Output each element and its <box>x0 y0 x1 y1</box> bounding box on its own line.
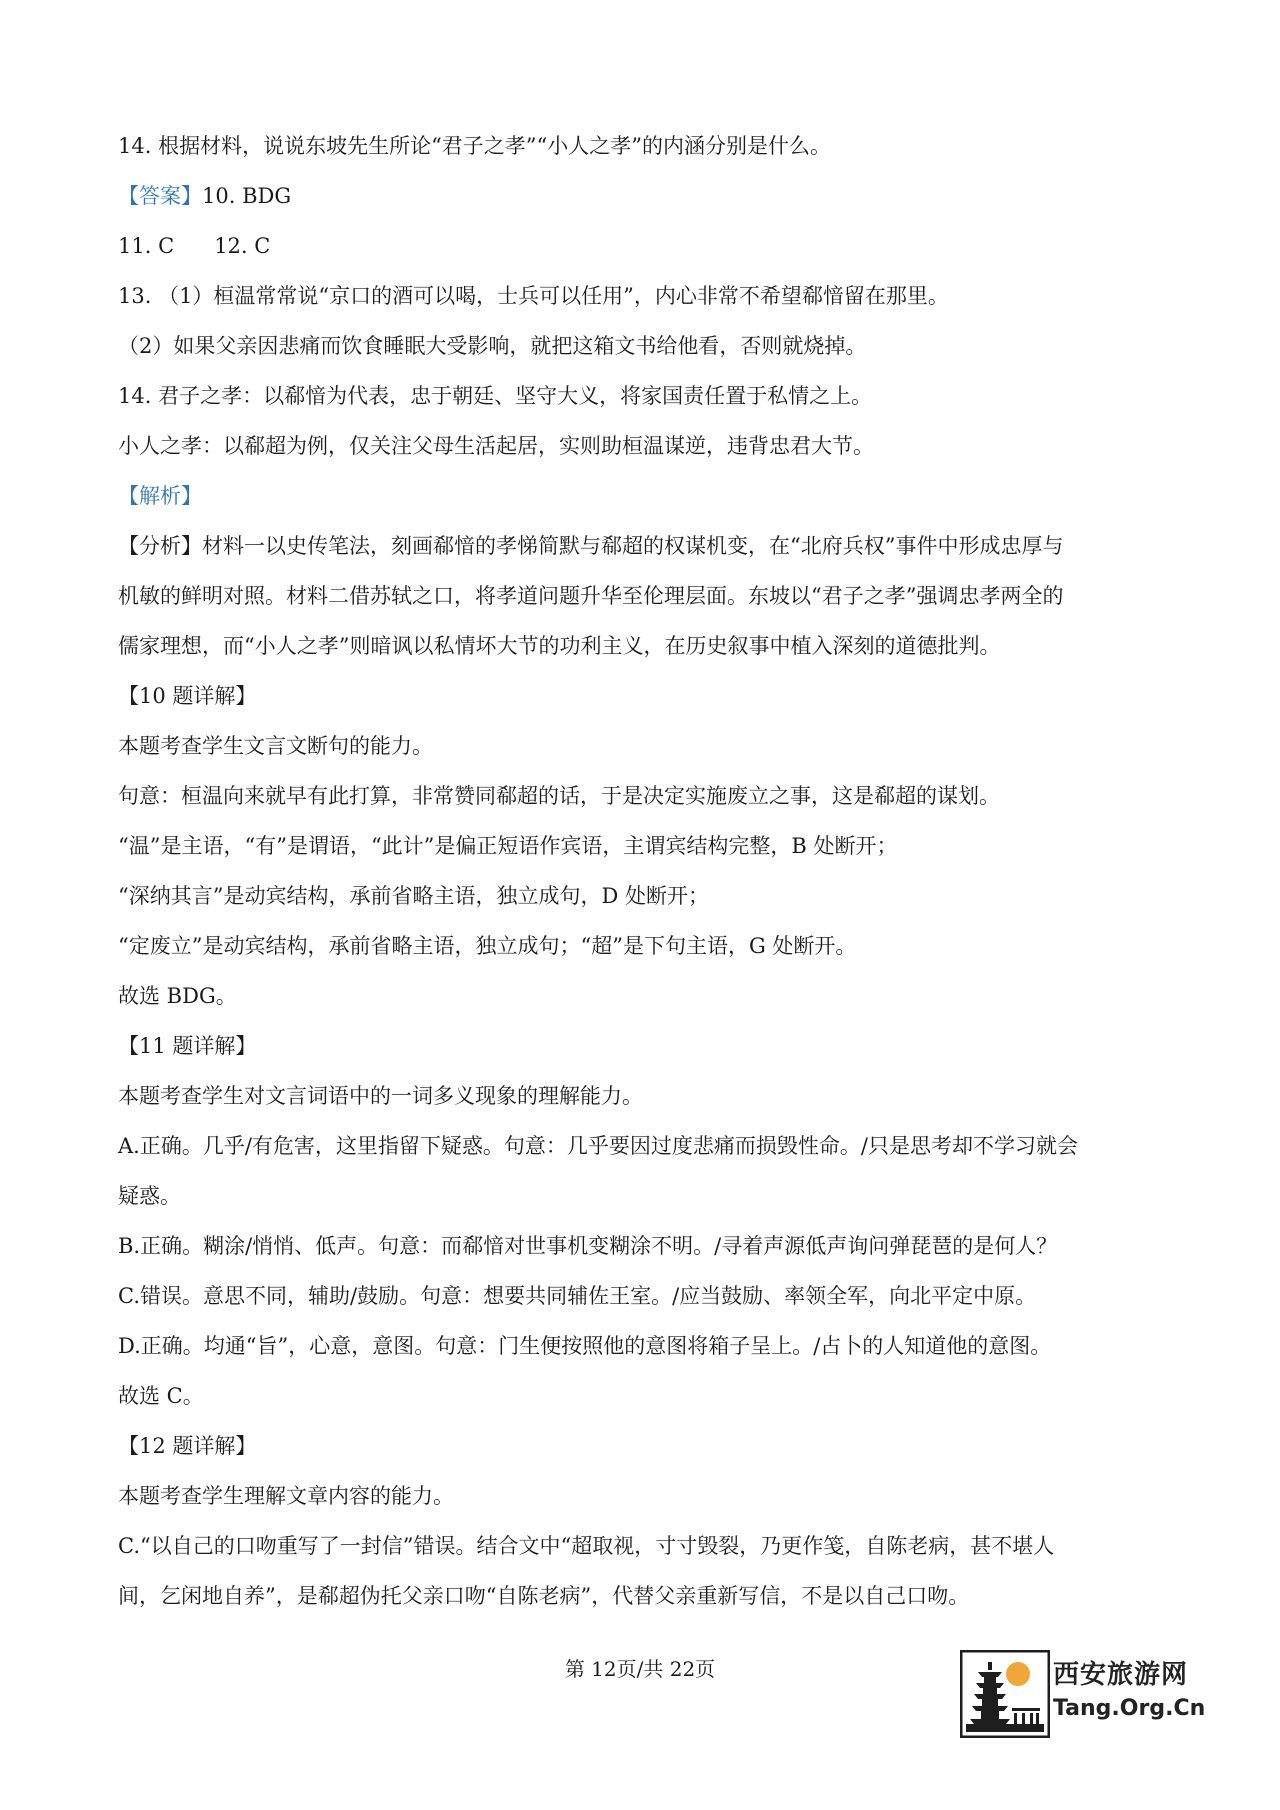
detail-10-line-5: “定废立”是动宾结构，承前省略主语，独立成句；“超”是下句主语，G 处断开。 <box>118 934 857 958</box>
analysis-tag: 【解析】 <box>118 484 202 508</box>
detail-10-line-3: “温”是主语，“有”是谓语，“此计”是偏正短语作宾语，主谓宾结构完整，B 处断开； <box>118 834 898 858</box>
watermark-logo <box>960 1650 1210 1738</box>
detail-11-line-1: 本题考查学生对文言词语中的一词多义现象的理解能力。 <box>118 1084 643 1108</box>
pagoda-icon <box>960 1650 1050 1738</box>
question-14: 14. 根据材料，说说东坡先生所论“君子之孝”“小人之孝”的内涵分别是什么。 <box>118 134 832 158</box>
detail-11-line-6: D.正确。均通“旨”，心意，意图。句意：门生便按照他的意图将箱子呈上。/占卜的人知道他的意图。 <box>118 1334 1052 1358</box>
answer-13-1: 13. （1）桓温常常说“京口的酒可以喝，士兵可以任用”，内心非常不希望郗愔留在那里。 <box>118 284 949 308</box>
answer-10: 10. BDG <box>202 184 292 208</box>
detail-11-line-2: A.正确。几乎/有危害，这里指留下疑惑。句意：几乎要因过度悲痛而损毁性命。/只是思考却不学习就会 <box>118 1134 1078 1158</box>
watermark-url: Tang.Org.Cn <box>1053 1696 1206 1721</box>
analysis-para-3: 儒家理想，而“小人之孝”则暗讽以私情坏大节的功利主义，在历史叙事中植入深刻的道德批判。 <box>118 634 1001 658</box>
detail-10-line-6: 故选 BDG。 <box>118 984 237 1008</box>
answer-line <box>118 181 1168 211</box>
detail-12-line-1: 本题考查学生理解文章内容的能力。 <box>118 1484 454 1508</box>
detail-12-line-3: 间，乞闲地自养”，是郗超伪托父亲口吻“自陈老病”，代替父亲重新写信，不是以自己口吻。 <box>118 1584 970 1608</box>
analysis-line <box>118 481 1168 511</box>
detail-10-line-2: 句意：桓温向来就早有此打算，非常赞同郗超的话，于是决定实施废立之事，这是郗超的谋划。 <box>118 784 1000 808</box>
analysis-para-2: 机敏的鲜明对照。材料二借苏轼之口，将孝道问题升华至伦理层面。东坡以“君子之孝”强调忠孝两全的 <box>118 584 1064 608</box>
detail-11-line-4: B.正确。糊涂/悄悄、低声。句意：而郗愔对世事机变糊涂不明。/寻着声源低声询问弹琵琶的是何人？ <box>118 1234 1058 1258</box>
page-footer: 第 12页/共 22页 <box>564 1657 716 1681</box>
answer-14-b: 小人之孝：以郗超为例，仅关注父母生活起居，实则助桓温谋逆，违背忠君大节。 <box>118 434 874 458</box>
answer-tag: 【答案】 <box>118 184 202 208</box>
answer-11-12: 11. C 12. C <box>118 234 271 258</box>
detail-11-line-7: 故选 C。 <box>118 1384 204 1408</box>
analysis-para-1: 【分析】材料一以史传笔法，刻画郗愔的孝悌简默与郗超的权谋机变，在“北府兵权”事件中形成忠厚与 <box>118 534 1064 558</box>
detail-10-heading: 【10 题详解】 <box>118 684 257 708</box>
detail-10-line-4: “深纳其言”是动宾结构，承前省略主语，独立成句，D 处断开； <box>118 884 709 908</box>
detail-10-line-1: 本题考查学生文言文断句的能力。 <box>118 734 433 758</box>
detail-11-line-5: C.错误。意思不同，辅助/鼓励。句意：想要共同辅佐王室。/应当鼓励、率领全军，向北平定中原。 <box>118 1284 1037 1308</box>
detail-12-heading: 【12 题详解】 <box>118 1434 257 1458</box>
watermark-title: 西安旅游网 <box>1053 1660 1189 1690</box>
detail-11-heading: 【11 题详解】 <box>118 1034 257 1058</box>
detail-11-line-3: 疑惑。 <box>118 1184 181 1208</box>
detail-12-line-2: C.“以自己的口吻重写了一封信”错误。结合文中“超取视，寸寸毁裂，乃更作笺，自陈老病，甚不堪人 <box>118 1534 1055 1558</box>
answer-14-a: 14. 君子之孝：以郗愔为代表，忠于朝廷、坚守大义，将家国责任置于私情之上。 <box>118 384 873 408</box>
answer-13-2: （2）如果父亲因悲痛而饮食睡眠大受影响，就把这箱文书给他看，否则就烧掉。 <box>118 334 867 358</box>
